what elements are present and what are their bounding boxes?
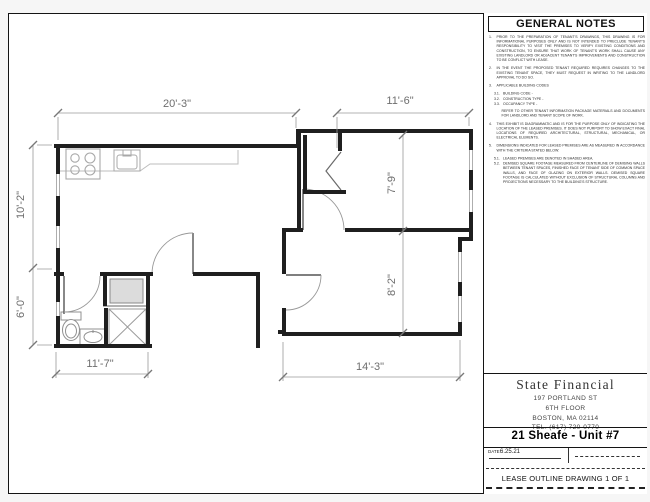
general-notes-header	[488, 16, 644, 32]
divider	[484, 427, 647, 428]
bathroom-door-arc	[64, 276, 100, 312]
bedroom-door-arc	[303, 189, 344, 230]
note-subitem: 5.1. LEASED PREMISES ARE DENOTED IN SHADED AREA.	[494, 156, 594, 161]
note-item: 5. DIMENSIONS INDICATED FOR LEASED PREMISES ARE AS MEASURED IN ACCORDANCE WITH THE CRITERIA STATED BELOW:	[489, 144, 645, 153]
note-subitem: 5.2. DEMISED SQUARE FOOTAGE MEASURED FROM CENTERLINE OF DEMISING WALLS BETWEEN TENANT SPACES, FINISHED FACE OF TENANT SIDE OF COMMON SPACE WALLS, AND FACE OF GLAZING ON EXTERIOR WALLS. DEMISED SQUARE FOOTAGE IS CALCULATED WITHOUT EXCLUSION OF STRUCTURAL COLUMNS AND PROJECTIONS NECESSARY TO THE BUILDING'S STRUCTURE.	[494, 162, 645, 185]
dim-right-room-lower: 8'-2"	[386, 274, 398, 296]
bottom-dashes	[486, 487, 645, 489]
revision-dashes	[575, 456, 640, 457]
address-line: 197 PORTLAND ST	[533, 395, 598, 402]
kitchen-sink-icon	[114, 150, 140, 171]
dimension-lines	[33, 113, 469, 381]
dim-right-room-upper: 7'-9"	[386, 172, 398, 194]
note-item: 1. PRIOR TO THE PREPARATION OF TENANT'S DRAWINGS, THIS DRAWING IS FOR INFORMATIONAL PURPOSES ONLY AND IS NOT INTENDED TO PRECLUDE TENANT'S RESPONSIBILITY TO VISIT THE PREMISES TO VERIFY EXISTING CONDITIONS AND CONSTRUCTION, TO ENSURE THAT WORK OF TENANT'S WORK SHALL CAUSE ANY EXISTING LANDLORD OR ADJACENT TENANT'S IMPROVEMENTS AND CONSTRUCTION TO BE CONFLICT WITH LEASE.	[489, 35, 645, 63]
note-reference: REFER TO OTHER TENANT INFORMATION PACKAGE MATERIALS AND DOCUMENTS FOR LANDLORD AND TENANT SCOPE OF WORK.	[501, 109, 645, 118]
bifold-closet-doors	[326, 152, 341, 190]
entry-door-arc	[152, 233, 193, 274]
address-line: 6TH FLOOR	[545, 404, 586, 412]
stove-icon	[66, 149, 100, 179]
dim-left-upper: 10'-2"	[15, 190, 27, 220]
sheet-title: LEASE OUTLINE DRAWING 1 OF 1	[501, 474, 630, 483]
rear-room-door-arc	[286, 275, 321, 310]
dim-bottom-left: 11'-7"	[86, 358, 114, 370]
bathroom-sink-icon	[80, 329, 107, 345]
note-subitem: 3.3. OCCUPANCY TYPE -	[494, 102, 538, 106]
date-label: DATE:	[488, 449, 501, 454]
dim-top-left: 20'-3"	[162, 98, 192, 110]
note-item: 3. APPLICABLE BUILDING CODES	[489, 84, 549, 88]
toilet-icon	[61, 312, 81, 341]
dim-top-right: 11'-6"	[386, 95, 414, 107]
dimension-ticks	[29, 109, 473, 381]
project-title: 21 Sheafe - Unit #7	[511, 430, 620, 442]
dim-bottom-right: 14'-3"	[355, 361, 385, 373]
date-row	[487, 448, 644, 464]
dim-left-lower: 6'-0"	[15, 296, 27, 318]
door-jamb	[278, 330, 284, 334]
revision-dashes-row	[486, 468, 645, 469]
note-subitem: 3.1. BUILDING CODE -	[494, 92, 533, 96]
address-line: BOSTON, MA 02114	[532, 414, 599, 422]
note-subitem: 3.2. CONSTRUCTION TYPE -	[494, 97, 544, 101]
general-notes-body	[489, 35, 645, 185]
date-divider	[568, 448, 569, 463]
company-name: State Financial	[516, 377, 615, 392]
date-value: 6.25.21	[500, 449, 521, 455]
kitchen-counter	[60, 150, 238, 171]
shower-icon	[109, 309, 146, 345]
title-block	[483, 13, 647, 494]
note-item: 4. THIS EXHIBIT IS DIAGRAMMATIC AND IS FOR THE PURPOSE ONLY OF INDICATING THE LOCATION OF THE LEASED PREMISES. IT DOES NOT PURPORT TO SHOW EXACT FINAL LOCATIONS OF REQUIRED ARCHITECTURAL, STRUCTURAL, MECHANICAL, OR ELECTRICAL ELEMENTS.	[489, 122, 645, 140]
shaft-closet	[103, 279, 150, 306]
general-notes-title: GENERAL NOTES	[516, 18, 616, 30]
date-underline	[489, 458, 561, 459]
address-line: TEL. (617) 720-0770	[531, 424, 600, 432]
divider	[484, 373, 647, 374]
note-item: 2. IN THE EVENT THE PROPOSED TENANT REQUIRED REQUIRES CHANGES TO THE EXISTING TENANT SPACE, THEY MUST REQUEST IN WRITING TO THE LANDLORD APPROVAL TO DO SO.	[489, 66, 645, 80]
